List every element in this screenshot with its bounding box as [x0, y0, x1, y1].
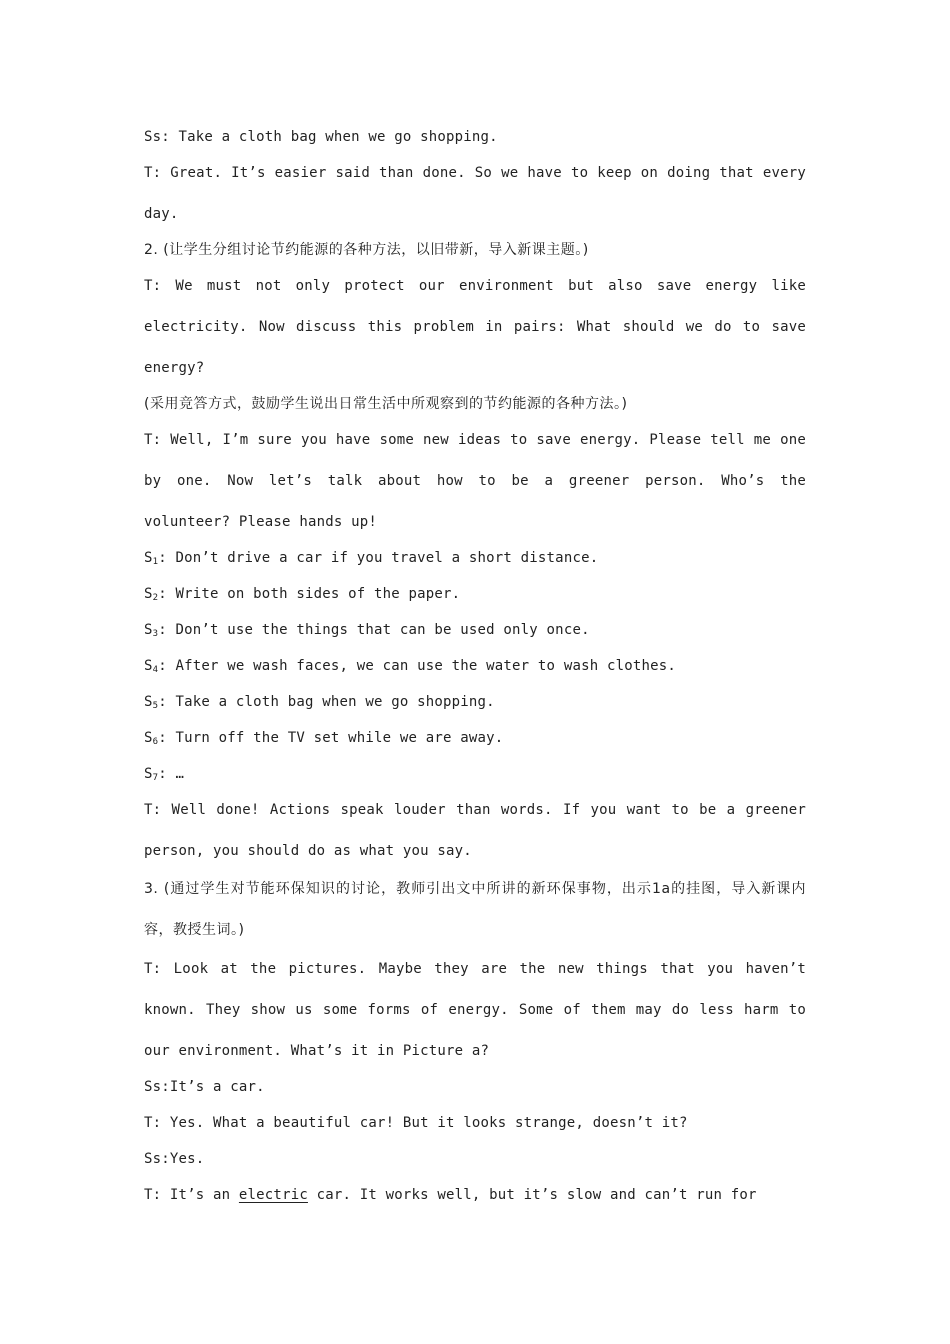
speaker-number: 6: [152, 737, 159, 747]
lesson-transcript: [144, 119, 806, 1213]
dialogue-line: Ss:Yes.: [144, 1151, 205, 1167]
student-answer: [144, 648, 806, 684]
teaching-note: (采用竞答方式，鼓励学生说出日常生活中所观察到的节约能源的各种方法。): [144, 396, 628, 412]
speaker-label: S: [144, 586, 153, 602]
line-text: T: It’s an: [144, 1186, 239, 1203]
dialogue-line: Ss:It’s a car.: [144, 1079, 265, 1095]
student-answer: [144, 720, 806, 756]
dialogue-line: T: Well done! Actions speak louder than words. If you want to be a greener person, you should do as what you say.: [144, 801, 806, 859]
answer-text: : Turn off the TV set while we are away.: [158, 730, 504, 746]
speaker-number: 7: [152, 773, 159, 783]
speaker-label: S: [144, 550, 153, 566]
answer-text: : Write on both sides of the paper.: [158, 586, 461, 602]
speaker-label: S: [144, 658, 153, 674]
student-answer: [144, 684, 806, 720]
dialogue-line: Ss: Take a cloth bag when we go shopping.: [144, 129, 498, 145]
dialogue-line: T: Well, I’m sure you have some new ideas to save energy. Please tell me one by one. Now let’s talk about how to be a greener person. Who’s the volunteer? Please hands up!: [144, 431, 806, 530]
answer-text: : After we wash faces, we can use the water to wash clothes.: [158, 658, 676, 674]
dialogue-line: T: Yes. What a beautiful car! But it looks strange, doesn’t it?: [144, 1115, 688, 1131]
answer-text: : Take a cloth bag when we go shopping.: [158, 694, 495, 710]
speaker-label: S: [144, 730, 153, 746]
student-answer: [144, 756, 806, 792]
speaker-number: 1: [152, 557, 159, 567]
speaker-number: 3: [152, 629, 159, 639]
teaching-step: 2. (让学生分组讨论节约能源的各种方法，以旧带新，导入新课主题。): [144, 242, 589, 258]
speaker-number: 5: [152, 701, 159, 711]
student-answer: [144, 576, 806, 612]
student-answer: [144, 540, 806, 576]
teaching-step: 3. (通过学生对节能环保知识的讨论，教师引出文中所讲的新环保事物，出示1a的挂图，导入新课内容，教授生词。): [144, 881, 806, 938]
speaker-label: S: [144, 622, 153, 638]
dialogue-line: T: Look at the pictures. Maybe they are the new things that you haven’t known. They show us some forms of energy. Some of them may do less harm to our environment. What’s it in Picture a?: [144, 960, 806, 1059]
dialogue-line: T: Great. It’s easier said than done. So we have to keep on doing that every day.: [144, 164, 806, 222]
speaker-number: 2: [152, 593, 159, 603]
dialogue-line: [144, 1175, 806, 1216]
dialogue-line: T: We must not only protect our environment but also save energy like electricity. Now discuss this problem in pairs: What should we do to save energy?: [144, 277, 806, 376]
speaker-label: S: [144, 694, 153, 710]
speaker-number: 4: [152, 665, 159, 675]
answer-text: : Don’t drive a car if you travel a short distance.: [158, 550, 599, 566]
vocabulary-word: electric: [238, 1186, 308, 1203]
speaker-label: S: [144, 766, 153, 782]
line-text: car. It works well, but it’s slow and can’t run for: [307, 1186, 757, 1203]
answer-text: : Don’t use the things that can be used only once.: [158, 622, 590, 638]
student-answer: [144, 612, 806, 648]
answer-text: : …: [158, 766, 185, 782]
